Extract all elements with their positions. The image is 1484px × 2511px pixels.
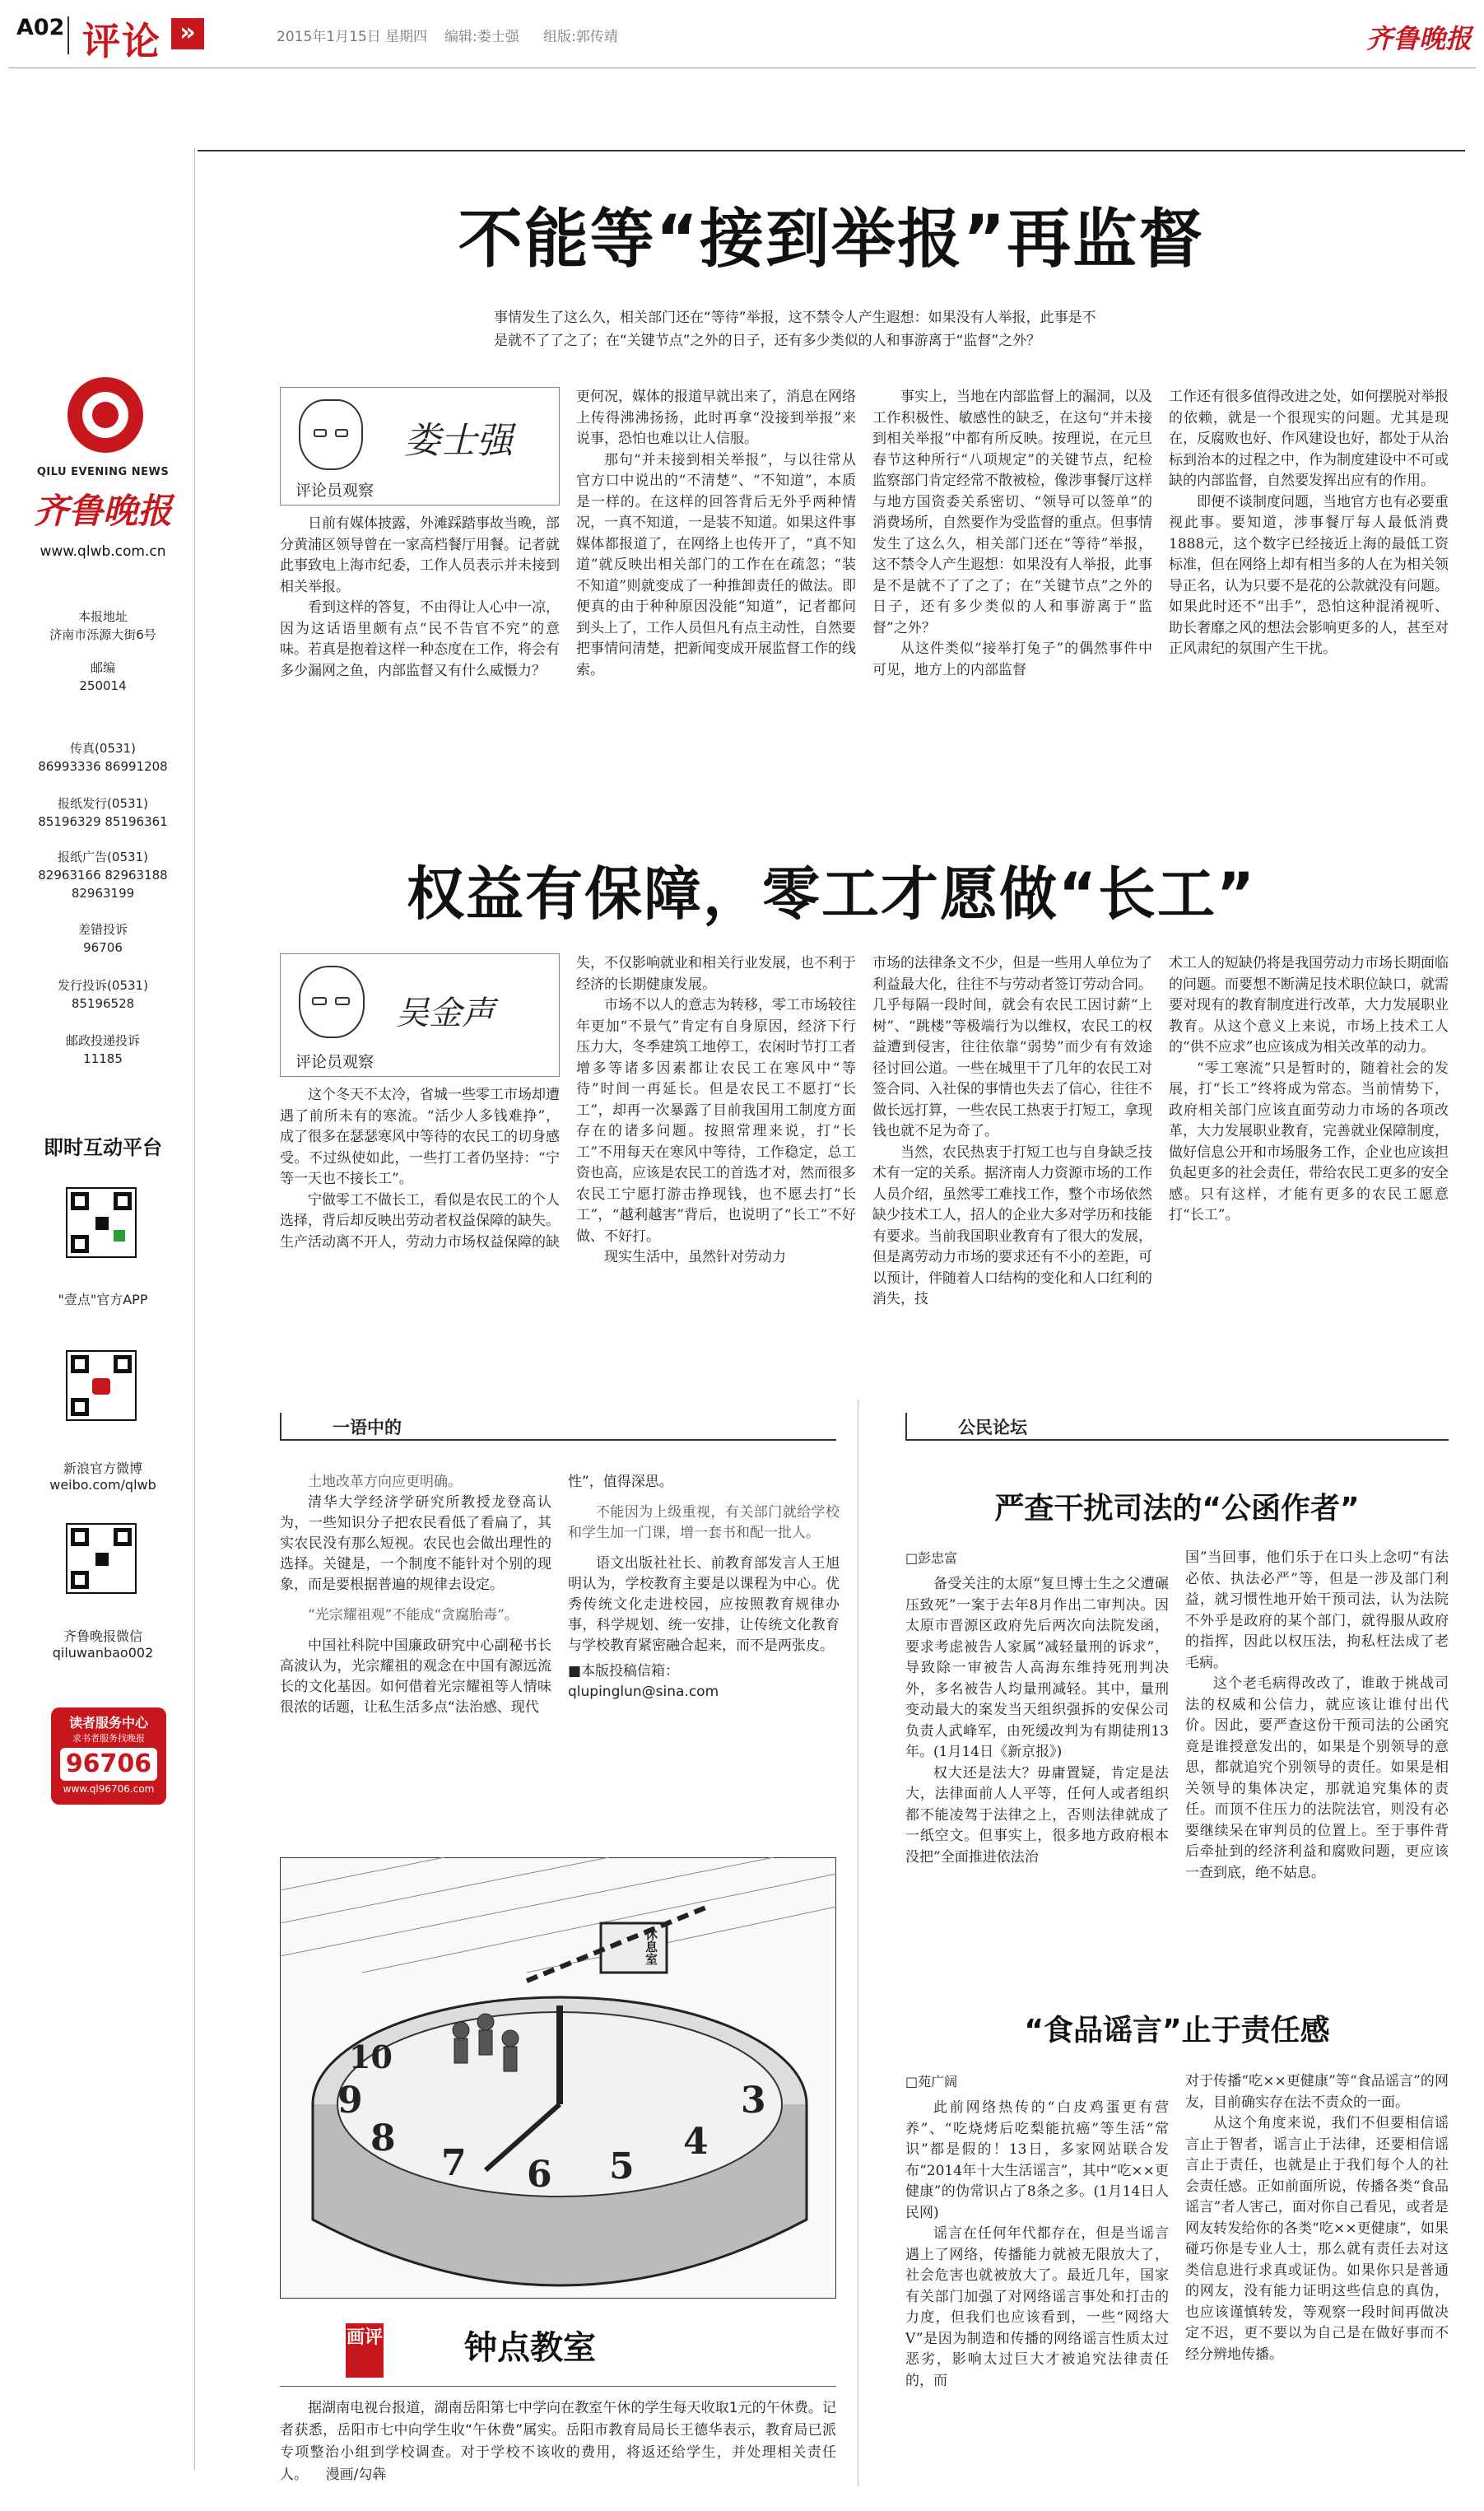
- ads-label: 报纸广告(0531): [58, 850, 148, 864]
- distribution-block: [25, 794, 181, 831]
- quotes-label: 一语中的: [333, 1418, 402, 1437]
- error-report-value: 96706: [83, 940, 123, 955]
- article1-headline: 不能等“接到举报”再监督: [458, 203, 1205, 277]
- header-divider-tick: [67, 16, 69, 54]
- quotes-col2-p1: 性”，值得深思。: [568, 1474, 673, 1490]
- weibo-caption-line1: 新浪官方微博: [63, 1460, 142, 1476]
- clock-number-10: 10: [349, 2038, 393, 2075]
- article2-col4: [1169, 953, 1449, 1227]
- error-report-block: [25, 920, 181, 957]
- article1-col3-p2: 从这件类似“接举打兔子”的偶然事件中可见，地方上的内部监督: [872, 641, 1152, 678]
- article2-col2-p2: 市场不以人的意志为转移，零工市场较往年更加“不景气”肯定有自身原因，经济下行压力大，冬季建筑工地停工，农闲时节打工者增多等诸多因素都让农民工在寒风中“等待”时间一再延长。但是农民工不愿打“长工”，却再一次暴露了目前我国用工制度方面存在的诸多问题。按照常理来说，打“长工”不用每天在寒风中等待，工作稳定，总工资也高，应该是农民工的首选才对，然而很多农民工宁愿打游击挣现钱，也不愿去打“长工”，“越利越害”背后，也说明了“长工”不好做、不好打。: [576, 997, 856, 1245]
- weibo-caption-line2[interactable]: weibo.com/qlwb: [49, 1477, 156, 1493]
- cartoon-credit: 漫画/勾犇: [325, 2467, 387, 2483]
- submission-label: ■本版投稿信箱：: [568, 1663, 680, 1679]
- cartoon-image: [280, 1857, 836, 2299]
- header-date: 2015年1月15日: [277, 29, 381, 45]
- article2-signature: 吴金声: [396, 995, 495, 1032]
- clock-number-4: 4: [683, 2121, 709, 2163]
- quotes-col1-p2: 清华大学经济学研究所教授龙登高认为，一些知识分子把农民看低了看扁了，其实农民没有那么短视。农民也会做出理性的选择。关键是，一个制度不能针对个别的现象，而是要根据普遍的规律去设定。: [280, 1494, 551, 1593]
- article1-author-portrait-icon: [299, 399, 363, 470]
- article1-author-box: [280, 387, 560, 505]
- article1-col4-p2: 即便不谈制度问题，当地官方也有必要重视此事。要知道，涉事餐厅每人最低消费1888元，这个数字已经接近上海的最低工资标准，但在网络上却有相当多的人在为相关领导正名，认为只要不是花的公款就没有问题。如果此时还不“出手”，恐怕这种混淆视听、助长奢靡之风的想法会影响更多的人，甚至对正风肃纪的氛围产生干扰。: [1169, 493, 1449, 657]
- article1-col2: [576, 387, 856, 681]
- article2-col2-p3: 现实生活中，虽然针对劳动力: [604, 1249, 786, 1265]
- article2-col1: [280, 1085, 560, 1253]
- forum-label: 公民论坛: [958, 1418, 1027, 1437]
- quotes-col2: [568, 1472, 840, 1703]
- header-weekday: 星期四: [385, 29, 427, 45]
- forum-article2-col1: [905, 2098, 1169, 2392]
- brand-chinese: 齐鲁晚报: [33, 491, 172, 531]
- cartoon-title: 钟点教室: [464, 2329, 596, 2367]
- clock-number-5: 5: [609, 2145, 635, 2187]
- clock-number-8: 8: [370, 2117, 396, 2159]
- article2-col3-p1: 市场的法律条文不少，但是一些用人单位为了利益最大化，往往不与劳动者签订劳动合同。几乎每隔一段时间，就会有农民工因讨薪“上树”、“跳楼”等极端行为以维权，农民工的权益遭到侵害，往往依靠“弱势”而少有有效途径讨回公道。一些在城里干了几年的农民工对签合同、入社保的事情也失去了信心，往往不做长远打算，一些农民工热衷于打短工，拿现钱也就不足为奇了。: [872, 955, 1152, 1139]
- post-report-label: 邮政投递投诉: [65, 1033, 140, 1048]
- forum-article1-headline: 严查干扰司法的“公函作者”: [994, 1492, 1360, 1526]
- forum-article2-col2-p1: 对于传播“吃××更健康”等“食品谣言”的网友，目前确实存在法不责众的一面。: [1185, 2073, 1449, 2111]
- forum-article1-col2-p1: 国”当回事，他们乐于在口头上念叨“有法必依、执法必严”等，但是一涉及部门利益，就习惯性地开始干预司法，认为法院不外乎是政府的某个部门，就得服从政府的指挥，因此以权压法，拘私枉法成了老毛病。: [1185, 1549, 1449, 1671]
- quotes-col2-p2: 不能因为上级重视，有关部门就给学校和学生加一门课，增一套书和配一批人。: [568, 1504, 840, 1541]
- wechat-caption-line1: 齐鲁晚报微信: [63, 1628, 142, 1644]
- article1-top-rule: [198, 150, 1465, 151]
- forum-label-bar: [905, 1413, 1449, 1441]
- reader-service-title: 读者服务中心: [68, 1715, 148, 1731]
- article2-author-label: 评论员观察: [295, 1053, 374, 1071]
- forum-article1-col1-p1: 备受关注的太原“复旦博士生之父遭碾压致死”一案于去年8月作出二审判决。因太原市晋源区政府先后两次向法院发函，要求考虑被告人家属“减轻量刑的诉求”，导致除一审被告人高海东维持死刑判决外，多名被告人均量刑减轻。其中，量刑变动最大的案发当天组织强拆的安保公司负责人武峰军，由死缓改判为有期徒刑13年。(1月14日《新京报》): [905, 1576, 1169, 1760]
- fax-label: 传真(0531): [70, 741, 136, 756]
- wechat-qr-code[interactable]: [66, 1523, 137, 1594]
- forum-article2-col2-p2: 从这个角度来说，我们不但要相信谣言止于智者，谣言止于法律，还要相信谣言止于责任，也就是止于我们每个人的社会责任感。正如前面所说，传播各类“食品谣言”者人害己，面对你自己看见，或者是网友转发给你的各类“吃××更健康”，如果碰巧你是专业人士，那么就有责任去对这类信息进行求真或证伪。如果你只是普通的网友，没有能力证明这些信息的真伪，也应该谨慎转发，等观察一段时间再做决定不迟，更不要以为自己是在做好事而不经分辨地传播。: [1185, 2115, 1449, 2363]
- reader-service-badge[interactable]: [51, 1707, 166, 1805]
- post-report-block: [25, 1032, 181, 1068]
- brand-english: QILU EVENING NEWS: [36, 466, 170, 478]
- article2-col4-p2: “零工寒流”只是暂时的，随着社会的发展，打“长工”终将成为常态。当前情势下，政府相关部门应该直面劳动力市场的各项改革，大力发展职业教育，完善就业保障制度，做好信息公开和市场服务工作，企业也应该担负起更多的社会责任，带给农民工更多的安全感。只有这样，才能有更多的农民工愿意打“长工”。: [1169, 1060, 1449, 1223]
- wechat-caption-line2: qiluwanbao002: [52, 1645, 154, 1661]
- article1-signature: 娄士强: [404, 420, 513, 462]
- article1-col1: [280, 514, 560, 682]
- brand-website[interactable]: www.qlwb.com.cn: [40, 543, 166, 560]
- article1-col4: [1169, 387, 1449, 660]
- cartoon-title-rule: [280, 2386, 836, 2387]
- wechat-qr-caption: [25, 1628, 181, 1661]
- article1-col2-p2: 那句“并未接到相关举报”，与以往常从官方口中说出的“不清楚”、“不知道”，本质是一样的。在这样的回答背后无外乎两种情况，一真不知道，一是装不知道。如果这件事媒体都报道了，在网络上也传开了，“真不知道”就反映出相关部门的工作在在疏忽；“装不知道”则就变成了一种推卸责任的做法。即便真的由于种种原因没能“知道”，记者都问到头上了，工作人员但凡有点主动性，自然要把事情问清楚，把新闻变成开展监督工作的线索。: [576, 451, 856, 678]
- distribution-label: 报纸发行(0531): [58, 796, 148, 811]
- article1-col4-p1: 工作还有很多值得改进之处，如何摆脱对举报的依赖，就是一个很现实的问题。尤其是现在，反腐败也好、作风建设也好，都处于从治标到治本的过程之中，作为制度建设中不可或缺的内部监督，自然要发挥出应有的作用。: [1169, 389, 1449, 489]
- article1-col2-p1: 更何况，媒体的报道早就出来了，消息在网络上传得沸沸扬扬，此时再拿“没接到举报”来说事，恐怕也难以让人信服。: [576, 389, 856, 447]
- fax-block: [25, 739, 181, 776]
- weibo-qr-code[interactable]: [66, 1350, 137, 1421]
- app-qr-caption: "壹点"官方APP: [58, 1292, 148, 1307]
- forum-article1-col2-p2: 这个老毛病得改改了，谁敢于挑战司法的权威和公信力，就应该让谁付出代价。因此，要严查这份干预司法的公函究竟是谁授意发出的，如果是个别领导的意思，都就追究个别领导的责任。如果是相关领导的集体决定，那就追究集体的责任。而顶不住压力的法院法官，则没有必要继续呆在审判员的位置上。至于事件背后牵扯到的经济利益和腐败问题，更应该一查到底，绝不姑息。: [1185, 1675, 1449, 1881]
- fax-value: 86993336 86991208: [38, 759, 168, 774]
- article2-col3: [872, 953, 1152, 1311]
- clock-number-7: 7: [441, 2142, 467, 2184]
- address-value: 济南市泺源大街6号: [49, 627, 156, 642]
- quotes-label-bar: [280, 1413, 836, 1441]
- article1-col3-p1: 事实上，当地在内部监督上的漏洞，以及工作积极性、敏感性的缺乏，在这句“并未接到相关举报”中都有所反映。按理说，在元旦春节这种所行“八项规定”的关键节点，纪检监察部门肯定经常不散被检，像涉事餐厅这样与地方国资委关系密切、“领导可以签单”的消费场所，自然要作为受监督的重点。但事情发生了这么久，相关部门还在“等待”举报，这不禁令人产生遐想：如果没有人举报，此事是不是就不了了之了；在“关键节点”之外的日子，还有多少类似的人和事游离于“监督”之外？: [872, 389, 1152, 636]
- article2-headline: 权益有保障，零工才愿做“长工”: [406, 860, 1256, 928]
- article1-deck-line1: 事情发生了这么久，相关部门还在“等待”举报，这不禁令人产生遐想：如果没有人举报，此事是不: [494, 310, 1096, 326]
- weibo-qr-caption: [25, 1460, 181, 1493]
- article1-col1-p2: 看到这样的答复，不由得让人心中一凉，因为这话语里颇有点“民不告官不究”的意味。若真是抱着这样一种态度在工作，将会有多少漏网之鱼，内部监督又有什么威慑力？: [280, 599, 560, 679]
- quotes-col1-p3: “光宗耀祖观”不能成“贪腐胎毒”。: [308, 1607, 519, 1624]
- forum-article2-col1-p1: 此前网络热传的“白皮鸡蛋更有营养”、“吃烧烤后吃梨能抗癌”等生活“常识”都是假的！13日，多家网站联合发布“2014年十大生活谣言”，其中“吃××更健康”的伪常识占了8条之多。(1月14日人民网): [905, 2099, 1169, 2221]
- section-arrow-icon: »: [171, 18, 204, 49]
- reader-service-url: www.ql96706.com: [63, 1783, 155, 1795]
- article2-col2-p1: 失，不仅影响就业和相关行业发展，也不利于经济的长期健康发展。: [576, 955, 856, 993]
- page-number: A02: [16, 15, 65, 40]
- article2-col4-p1: 术工人的短缺仍将是我国劳动力市场长期面临的问题。而要想不断满足技术职位缺口，就需要对现有的教育制度进行改革，大力发展职业教育。从这个意义上来说，市场上技术工人的“供不应求”也应该成为相关改革的动力。: [1169, 955, 1449, 1055]
- article2-col1-p1: 这个冬天不太冷，省城一些零工市场却遭遇了前所未有的寒流。“活少人多钱难挣”，成了很多在瑟瑟寒风中等待的农民工的切身感受。不过纵使如此，一些打工者仍坚持：“宁等一天也不接长工”。: [280, 1087, 560, 1187]
- article1-col1-p1: 日前有媒体披露，外滩踩踏事故当晚，部分黄浦区领导曾在一家高档餐厅用餐。记者就此事致电上海市纪委，工作人员表示并未接到相关举报。: [280, 515, 560, 595]
- issue-report-block: [25, 976, 181, 1013]
- postcode-label: 邮编: [90, 660, 115, 675]
- clock-number-9: 9: [337, 2080, 363, 2122]
- reader-service-phone: 96706: [60, 1748, 157, 1781]
- article2-author-portrait-icon: [299, 966, 365, 1038]
- section-title: 评论: [82, 19, 161, 63]
- address-block: [25, 608, 181, 644]
- clock-number-6: 6: [527, 2154, 552, 2196]
- article2-col3-p2: 当然，农民热衷于打短工也与自身缺乏技术有一定的关系。据济南人力资源市场的工作人员介绍，虽然零工难找工作，整个市场依然缺少技术工人，招人的企业大多对学历和技能有要求。当前我国职业教育有了很大的发展，但是离劳动力市场的要求还有不小的差距，可以预计，伴随着人口结构的变化和人口红利的消失，技: [872, 1144, 1152, 1307]
- article1-col3: [872, 387, 1152, 681]
- reader-service-sub: 求书者服务找晚报: [72, 1733, 145, 1744]
- article2-col1-p2: 宁做零工不做长工，看似是农民工的个人选择，背后却反映出劳动者权益保障的缺失。生产活动离不开人，劳动力市场权益保障的缺: [280, 1191, 560, 1251]
- clock-number-3: 3: [741, 2080, 766, 2122]
- header-editor: 编辑:娄士强: [444, 29, 519, 45]
- quotes-col2-p3: 语文出版社社长、前教育部发言人王旭明认为，学校教育主要是以课程为中心。优秀传统文化走进校园，应按照教育规律办事，科学规划、统一安排，让传统文化教育与学校教育紧密融合起来，而不是两张皮。: [568, 1555, 840, 1654]
- submission-email[interactable]: qlupinglun@sina.com: [568, 1684, 719, 1700]
- header-layout: 组版:郭传靖: [543, 29, 618, 45]
- forum-article2-col2: [1185, 2071, 1449, 2365]
- issue-report-value: 85196528: [71, 996, 135, 1011]
- article1-author-label: 评论员观察: [295, 482, 374, 500]
- forum-article2-author: □苑广阔: [905, 2074, 958, 2089]
- forum-article1-col2: [1185, 1548, 1449, 1884]
- quotes-col1: [280, 1472, 551, 1718]
- quotes-col1-p1: 土地改革方向应更明确。: [308, 1474, 462, 1490]
- cartoon-body: [280, 2397, 836, 2486]
- ads-value-2: 82963199: [71, 886, 135, 901]
- interactive-platform-title: 即时互动平台: [44, 1136, 162, 1159]
- issue-report-label: 发行投诉(0531): [58, 978, 148, 993]
- article2-author-box: [280, 953, 560, 1077]
- brand-logo-icon: [67, 377, 143, 453]
- forum-article2-headline: “食品谣言”止于责任感: [1024, 2014, 1330, 2047]
- postcode-block: [25, 659, 181, 695]
- error-report-label: 差错投诉: [77, 922, 128, 937]
- postcode-value: 250014: [79, 678, 127, 693]
- sidebar-divider: [194, 148, 195, 2470]
- ads-value: 82963166 82963188: [38, 868, 168, 883]
- article2-col2: [576, 953, 856, 1269]
- post-report-value: 11185: [83, 1051, 123, 1066]
- cartoon-section-tag: 画评: [346, 2323, 384, 2378]
- quotes-col1-p4: 中国社科院中国廉政研究中心副秘书长高波认为，光宗耀祖的观念在中国有源远流长的文化基因。如何借着光宗耀祖等人情味很浓的话题，让私生活多点“法治感、现代: [280, 1638, 551, 1716]
- article1-deck-line2: 是就不了了之了；在“关键节点”之外的日子，还有多少类似的人和事游离于“监督”之外？: [494, 333, 1041, 349]
- app-qr-code[interactable]: [66, 1187, 137, 1258]
- forum-article1-author: □彭忠富: [905, 1550, 958, 1566]
- masthead-logo: 齐鲁晚报: [1366, 23, 1472, 54]
- address-label: 本报地址: [77, 609, 128, 624]
- cartoon-sign-text: 休息室: [644, 1928, 658, 1965]
- ads-block: [25, 848, 181, 902]
- forum-article1-col1: [905, 1574, 1169, 1868]
- forum-article2-col1-p2: 谣言在任何年代都存在，但是当谣言遇上了网络，传播能力就被无限放大了，社会危害也就被放大了。最近几年，国家有关部门加强了对网络谣言事处和打击的力度，但我们也应该看到，一些“网络大V”是因为制造和传播的网络谣言性质太过恶劣，影响太过巨大才被追究法律责任的，而: [905, 2225, 1169, 2389]
- distribution-value: 85196329 85196361: [38, 814, 168, 829]
- cartoon-body-p1: 据湖南电视台报道，湖南岳阳第七中学向在教室午休的学生每天收取1元的午休费。记者获悉，岳阳市七中向学生收“午休费”属实。岳阳市教育局局长王德华表示，教育局已派专项整治小组到学校调查。对于学校不该收的费用，将返还给学生，并处理相关责任人。 漫画/勾犇: [280, 2400, 836, 2483]
- forum-article1-col1-p2: 权大还是法大？毋庸置疑，肯定是法大，法律面前人人平等，任何人或者组织都不能凌驾于法律之上，否则法律就成了一纸空文。但事实上，很多地方政府根本没把”全面推进依法治: [905, 1764, 1169, 1866]
